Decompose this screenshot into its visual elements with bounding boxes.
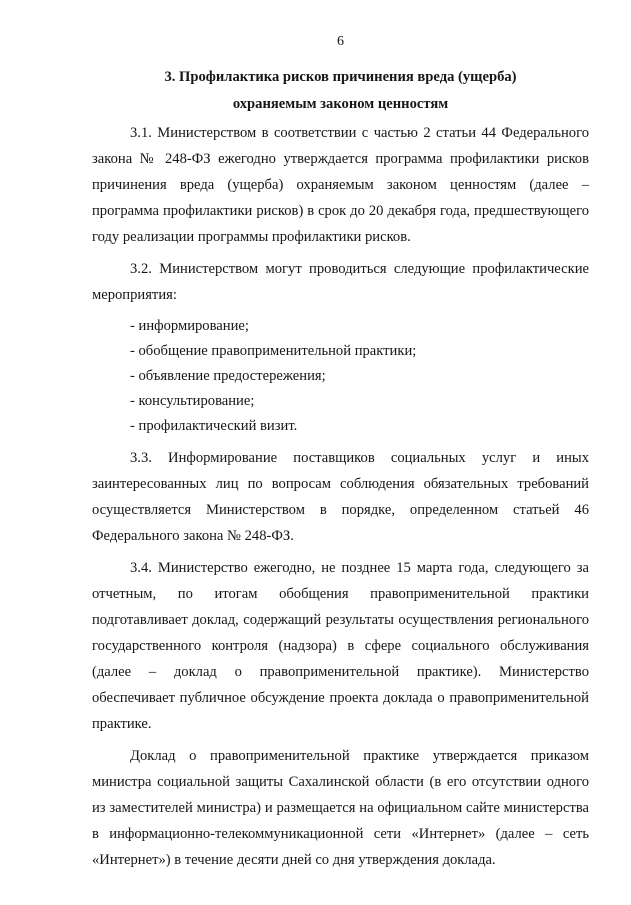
measures-list	[92, 314, 589, 439]
list-item: - консультирование;	[130, 393, 255, 409]
page-number: 6	[337, 34, 344, 49]
list-item: - профилактический визит.	[130, 418, 298, 434]
list-item: - объявление предостережения;	[130, 368, 326, 384]
section-heading-line-1: 3. Профилактика рисков причинения вреда (ущерба)	[164, 69, 517, 85]
section-heading	[92, 64, 589, 118]
paragraph-3-1: 3.1. Министерством в соответствии с частью 2 статьи 44 Федерального закона № 248-ФЗ ежегодно утверждается программа профилактики рисков причинения вреда (ущерба) охраняемым законом ценностям (далее – программа профилактики рисков) в срок до 20 декабря года, предшествующего году реализации программы профилактики рисков.	[92, 125, 589, 245]
list-item: - информирование;	[130, 318, 249, 334]
paragraph-3-4: 3.4. Министерство ежегодно, не позднее 15 марта года, следующего за отчетным, по итогам обобщения правоприменительной практики подготавливает доклад, содержащий результаты осуществления регионального государственного контроля (надзора) в сфере социального обслуживания (далее – доклад о правоприменительной практике). Министерство обеспечивает публичное обсуждение проекта доклада о правоприменительной практике.	[92, 560, 589, 732]
paragraph-3-3: 3.3. Информирование поставщиков социальных услуг и иных заинтересованных лиц по вопросам соблюдения обязательных требований осуществляется Министерством в порядке, определенном статьей 46 Федерального закона № 248-ФЗ.	[92, 450, 589, 544]
list-item: - обобщение правоприменительной практики;	[130, 343, 417, 359]
paragraph-report-approval: Доклад о правоприменительной практике утверждается приказом министра социальной защиты Сахалинской области (в его отсутствии одного из заместителей министра) и размещается на официальном сайте министерства в информационно-телекоммуникационной сети «Интернет» (далее – сеть «Интернет») в течение десяти дней со дня утверждения доклада.	[92, 748, 589, 868]
section-heading-line-2: охраняемым законом ценностям	[232, 96, 449, 112]
paragraph-3-2: 3.2. Министерством могут проводиться следующие профилактические мероприятия:	[92, 261, 589, 303]
